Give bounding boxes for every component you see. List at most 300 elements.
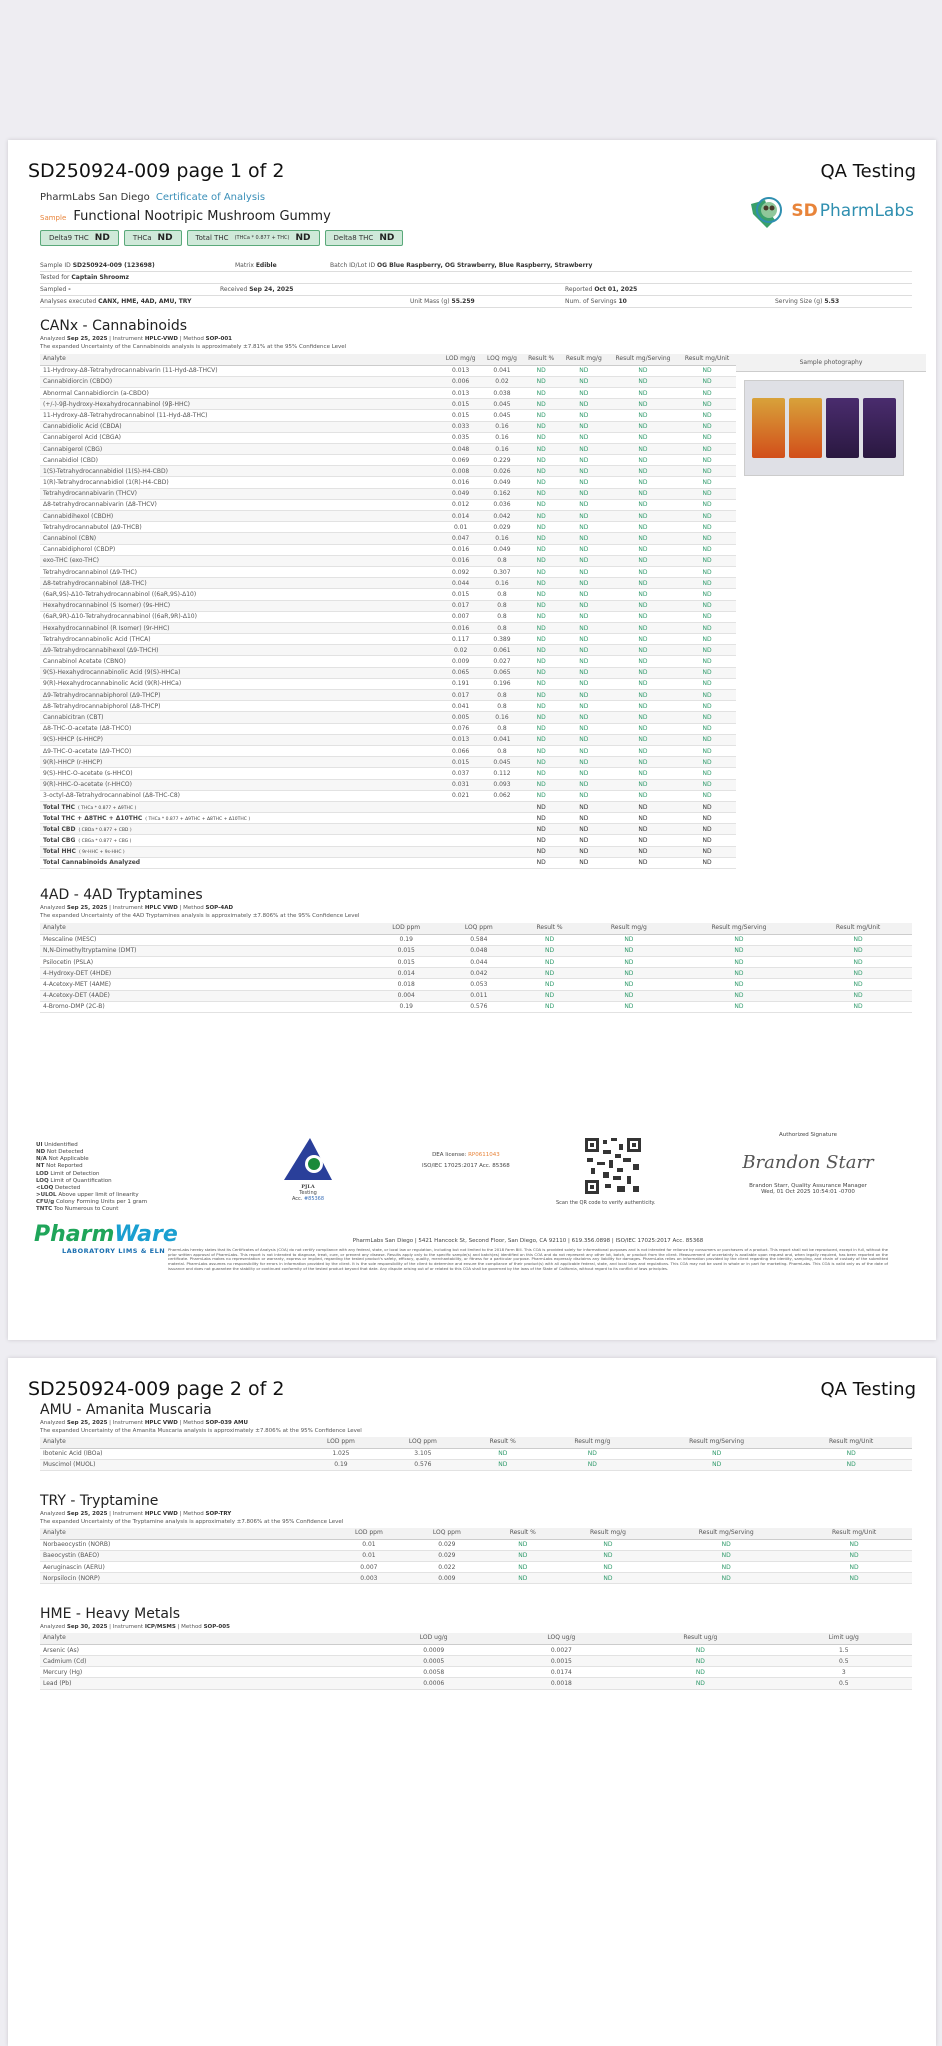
cell-value: 0.066 <box>440 745 481 756</box>
pjla-acc-number[interactable]: #85368 <box>303 1196 325 1202</box>
cell-value: 0.576 <box>382 1459 464 1470</box>
cell-value: ND <box>625 1678 775 1689</box>
cell-value: ND <box>560 611 608 622</box>
analyte-name: Cannabidiorcin (CBDO) <box>40 376 440 387</box>
col-loq: LOQ ug/g <box>497 1633 625 1644</box>
cell-value: ND <box>608 544 678 555</box>
logo-text-sd: SD <box>791 201 818 221</box>
cell-value: ND <box>608 600 678 611</box>
cell-value: ND <box>804 1001 912 1012</box>
table-row <box>40 522 736 533</box>
cell-value: ND <box>560 376 608 387</box>
total-label <box>40 835 523 846</box>
cell-value: ND <box>678 600 736 611</box>
analyte-name: Δ8-tetrahydrocannabivarin (Δ8-THCV) <box>40 499 440 510</box>
cell-value: ND <box>523 410 560 421</box>
cell-value: 0.016 <box>440 622 481 633</box>
cell-value: ND <box>560 555 608 566</box>
cell-value: 0.16 <box>481 533 522 544</box>
cell-value: ND <box>523 857 560 868</box>
cell-value: ND <box>674 945 804 956</box>
col-analyte: Analyte <box>40 1528 330 1539</box>
table-row <box>40 410 736 421</box>
cell-value: 0.162 <box>481 488 522 499</box>
cell-value: ND <box>560 522 608 533</box>
total-name: Total HHC <box>43 848 76 856</box>
cell-value: ND <box>560 779 608 790</box>
cell-value: 0.013 <box>440 387 481 398</box>
sample-photography <box>736 354 926 476</box>
cell-value: ND <box>674 979 804 990</box>
cell-value: 0.389 <box>481 634 522 645</box>
cell-value: 0.0174 <box>497 1667 625 1678</box>
cell-value: ND <box>608 376 678 387</box>
cell-value: ND <box>523 600 560 611</box>
col-result-unit: Result mg/Unit <box>678 354 736 365</box>
cell-value: ND <box>796 1561 912 1572</box>
analyte-name: Tetrahydrocannabutol (Δ9-THCB) <box>40 522 440 533</box>
legend-meaning: Not Reported <box>46 1163 83 1170</box>
analyte-name: Δ8-tetrahydrocannabinol (Δ8-THC) <box>40 578 440 589</box>
legend-item <box>36 1192 147 1199</box>
cell-value: ND <box>678 634 736 645</box>
cell-value: 0.012 <box>440 499 481 510</box>
cell-value: ND <box>625 1667 775 1678</box>
unit-mass-label: Unit Mass (g) <box>410 298 450 305</box>
cell-value: ND <box>608 790 678 801</box>
cell-value: ND <box>523 678 560 689</box>
cell-value: ND <box>560 801 608 812</box>
cell-value: 0.044 <box>442 957 515 968</box>
cell-value: 0.048 <box>442 945 515 956</box>
table-row <box>40 656 736 667</box>
cell-value: 0.031 <box>440 779 481 790</box>
cell-value: ND <box>608 533 678 544</box>
legend-meaning: Above upper limit of linearity <box>58 1191 139 1198</box>
cell-value: ND <box>523 555 560 566</box>
legend-meaning: Too Numerous to Count <box>53 1206 119 1213</box>
table-row <box>40 1539 912 1550</box>
signer-name: Brandon Starr, Quality Assurance Manager <box>749 1183 867 1189</box>
legend-meaning: Colony Forming Units per 1 gram <box>55 1199 148 1206</box>
total-name: Total Cannabinoids Analyzed <box>43 859 141 867</box>
pharmware-subtitle: LABORATORY LIMS & ELN <box>62 1247 166 1255</box>
amanita-table <box>40 1437 912 1471</box>
cell-value: 0.004 <box>370 990 442 1001</box>
cell-value: 0.0058 <box>370 1667 497 1678</box>
cell-value: ND <box>608 690 678 701</box>
col-lod: LOD ppm <box>300 1437 382 1448</box>
cell-value: 0.01 <box>330 1539 408 1550</box>
table-row <box>40 757 736 768</box>
dea-label: DEA license: <box>432 1152 467 1158</box>
analyte-name: Cannabigerol (CBG) <box>40 443 440 454</box>
cell-value: 0.026 <box>481 466 522 477</box>
cell-value: ND <box>608 801 678 812</box>
cell-value: ND <box>674 968 804 979</box>
tryptamine-uncertainty: The expanded Uncertainty of the Tryptamine analysis is approximately ±7.806% at the 95% Confidence Level <box>40 1518 344 1525</box>
analyte-name: Cadmium (Cd) <box>40 1656 370 1667</box>
cell-value: 0.112 <box>481 768 522 779</box>
cell-value: 0.0027 <box>497 1644 625 1655</box>
cell-value: ND <box>523 466 560 477</box>
cell-value: ND <box>560 488 608 499</box>
cell-value: ND <box>560 690 608 701</box>
cell-value: ND <box>523 734 560 745</box>
cell-value: 0.8 <box>481 589 522 600</box>
product-bag-image <box>789 398 822 458</box>
method-label: Method <box>183 1420 204 1426</box>
legend-meaning: Detected <box>55 1184 81 1191</box>
tryptamines-4ad-table <box>40 923 912 1013</box>
analyte-name: Cannabidiolic Acid (CBDA) <box>40 421 440 432</box>
analyte-name: 11-Hydroxy-Δ8-Tetrahydrocannabivarin (11-Hyd-Δ8-THCV) <box>40 365 440 376</box>
instrument-label: Instrument <box>112 1510 144 1517</box>
cell-value: ND <box>523 656 560 667</box>
page-title: SD250924-009 page 2 of 2 <box>28 1378 285 1400</box>
cell-value: ND <box>560 835 608 846</box>
cell-value: 0.19 <box>300 1459 382 1470</box>
analyte-name: Δ8-THC-O-acetate (Δ8-THCO) <box>40 723 440 734</box>
cell-value: 0.229 <box>481 455 522 466</box>
cell-value: ND <box>523 622 560 633</box>
table-row <box>40 589 736 600</box>
meta-row-2 <box>40 272 912 284</box>
tryptamines-4ad-section-title: 4AD - 4AD Tryptamines <box>40 887 203 904</box>
table-row <box>40 376 736 387</box>
instrument: HPLC VWD <box>144 1420 178 1426</box>
cell-value: ND <box>608 667 678 678</box>
table-row <box>40 634 736 645</box>
table-row <box>40 712 736 723</box>
col-result-mgg: Result mg/g <box>560 1528 656 1539</box>
cell-value: ND <box>560 410 608 421</box>
cell-value: 0.041 <box>481 734 522 745</box>
cell-value: ND <box>523 690 560 701</box>
num-servings: 10 <box>618 298 627 305</box>
cell-value: ND <box>678 589 736 600</box>
cell-value: 0.584 <box>442 934 515 945</box>
cell-value: ND <box>464 1448 542 1459</box>
cell-value: 0.076 <box>440 723 481 734</box>
instrument: HPLC-VWD <box>144 336 178 342</box>
cell-value: ND <box>560 857 608 868</box>
cell-value: ND <box>804 945 912 956</box>
instrument-label: Instrument <box>112 905 144 912</box>
qr-code-icon <box>583 1136 643 1196</box>
cell-value: ND <box>523 421 560 432</box>
total-formula: ( THCa * 0.877 + Δ9THC ) <box>78 805 137 811</box>
cell-value: ND <box>560 455 608 466</box>
cell-value: 0.02 <box>440 645 481 656</box>
cell-value: 0.009 <box>408 1573 486 1584</box>
cell-value: ND <box>608 578 678 589</box>
serving-size-label: Serving Size (g) <box>775 298 823 305</box>
cell-value: 0.8 <box>481 723 522 734</box>
meta-row-1 <box>40 260 912 272</box>
cell-value: 0.8 <box>481 745 522 756</box>
tested-for-label: Tested for <box>40 274 70 281</box>
table-row <box>40 421 736 432</box>
table-row <box>40 611 736 622</box>
cell-value: ND <box>560 499 608 510</box>
method: SOP-001 <box>205 336 232 342</box>
dea-number[interactable]: RP0611043 <box>468 1152 500 1158</box>
table-row <box>40 1644 912 1655</box>
cell-value: 0.16 <box>481 578 522 589</box>
total-row <box>40 835 736 846</box>
analyte-name: 4-Acetoxy-MET (4AME) <box>40 979 370 990</box>
cell-value: ND <box>608 656 678 667</box>
badge-thca <box>124 230 182 246</box>
cell-value: ND <box>560 466 608 477</box>
cell-value: ND <box>523 768 560 779</box>
signature-label: Authorized Signature <box>778 1132 838 1138</box>
cell-value: ND <box>678 824 736 835</box>
cell-value: ND <box>678 544 736 555</box>
cell-value: ND <box>790 1448 912 1459</box>
cell-value: ND <box>523 477 560 488</box>
analyte-name: 1(S)-Tetrahydrocannabidiol (1(S)-H4-CBD) <box>40 466 440 477</box>
legend-meaning: Unidentified <box>44 1142 78 1148</box>
cell-value: ND <box>678 678 736 689</box>
col-loq: LOQ ppm <box>382 1437 464 1448</box>
cell-value: ND <box>608 634 678 645</box>
badge-label: Delta8 THC <box>333 234 374 242</box>
col-result-mgg: Result mg/g <box>542 1437 643 1448</box>
analyte-name: Mescaline (MESC) <box>40 934 370 945</box>
badge-delta8-thc <box>325 230 404 246</box>
cell-value: 0.049 <box>440 488 481 499</box>
heavy-metals-table <box>40 1633 912 1689</box>
pharmlabs-globe-icon <box>747 190 789 232</box>
authorized-signature <box>708 1132 908 1195</box>
cell-value: ND <box>674 990 804 1001</box>
analyte-name: Hexahydrocannabinol (S Isomer) (9s-HHC) <box>40 600 440 611</box>
cell-value: ND <box>523 443 560 454</box>
cell-value: ND <box>608 622 678 633</box>
cell-value: ND <box>584 957 674 968</box>
cell-value: ND <box>608 421 678 432</box>
cell-value: 0.576 <box>442 1001 515 1012</box>
table-row <box>40 667 736 678</box>
analyte-name: Psilocetin (PSLA) <box>40 957 370 968</box>
cell-value: ND <box>560 566 608 577</box>
cell-value: 3 <box>776 1667 913 1678</box>
cell-value: ND <box>678 701 736 712</box>
badge-value: ND <box>94 233 110 243</box>
method: SOP-4AD <box>205 905 234 912</box>
cell-value: 0.009 <box>440 656 481 667</box>
table-row <box>40 1573 912 1584</box>
table-row <box>40 1656 912 1667</box>
cell-value: 0.042 <box>442 968 515 979</box>
cell-value: ND <box>608 835 678 846</box>
page-header <box>8 140 936 182</box>
qr-code[interactable] <box>583 1136 643 1196</box>
cell-value: ND <box>560 701 608 712</box>
cell-value: ND <box>608 757 678 768</box>
cell-value: 0.015 <box>440 410 481 421</box>
cell-value: ND <box>608 566 678 577</box>
col-lod: LOD mg/g <box>440 354 481 365</box>
cell-value: ND <box>678 857 736 868</box>
cell-value: ND <box>523 387 560 398</box>
cell-value: ND <box>678 511 736 522</box>
cell-value: 0.006 <box>440 376 481 387</box>
total-row <box>40 857 736 868</box>
total-formula: ( CBDa * 0.877 + CBD ) <box>78 827 132 833</box>
total-label <box>40 846 523 857</box>
cell-value: 0.117 <box>440 634 481 645</box>
total-row <box>40 813 736 824</box>
analyte-name: Norbaeocystin (NORB) <box>40 1539 330 1550</box>
table-header-row <box>40 923 912 934</box>
sdpharmlabs-logo <box>747 190 914 232</box>
col-result-mgg: Result mg/g <box>560 354 608 365</box>
cell-value: ND <box>804 957 912 968</box>
table-header-row <box>40 354 736 365</box>
iso-accreditation: ISO/IEC 17025:2017 Acc. 85368 <box>422 1163 510 1169</box>
coa-footer <box>8 1130 936 1330</box>
analyte-name: 9(R)-HHCP (r-HHCP) <box>40 757 440 768</box>
lab-name: PharmLabs San Diego <box>40 192 150 203</box>
total-formula: ( THCa * 0.877 + Δ9THC + Δ8THC + Δ10THC ) <box>145 816 251 822</box>
analyzed-label: Analyzed <box>40 905 66 912</box>
table-row <box>40 1550 912 1561</box>
sample-id: SD250924-009 (123698) <box>72 262 155 269</box>
cell-value: ND <box>523 376 560 387</box>
cell-value: 0.014 <box>440 511 481 522</box>
method-label: Method <box>183 905 204 912</box>
batch-label: Batch ID/Lot ID <box>330 262 376 269</box>
legend-abbr: CFU/g <box>36 1199 55 1206</box>
table-row <box>40 455 736 466</box>
cell-value: ND <box>560 589 608 600</box>
analyte-name: Δ9-Tetrahydrocannabihexol (Δ9-THCH) <box>40 645 440 656</box>
cell-value: 0.015 <box>370 945 442 956</box>
analyte-name: 1(R)-Tetrahydrocannabidiol (1(R)-H4-CBD) <box>40 477 440 488</box>
cell-value: ND <box>486 1550 560 1561</box>
cell-value: 0.045 <box>481 399 522 410</box>
analyte-name: Δ9-Tetrahydrocannabiphorol (Δ9-THCP) <box>40 690 440 701</box>
cell-value: ND <box>804 934 912 945</box>
cell-value: 0.036 <box>481 499 522 510</box>
cell-value: 0.015 <box>440 589 481 600</box>
cell-value: ND <box>674 957 804 968</box>
legend-abbr: TNTC <box>36 1206 53 1213</box>
cell-value: ND <box>678 768 736 779</box>
cell-value: ND <box>523 813 560 824</box>
method: SOP-TRY <box>205 1510 232 1517</box>
cell-value: 0.8 <box>481 600 522 611</box>
cell-value: ND <box>678 421 736 432</box>
cell-value: ND <box>560 432 608 443</box>
table-row <box>40 1667 912 1678</box>
analyzed-label: Analyzed <box>40 336 66 342</box>
cell-value: 0.015 <box>440 757 481 768</box>
analyte-name: Cannabicitran (CBT) <box>40 712 440 723</box>
cell-value: 1.025 <box>300 1448 382 1459</box>
table-row <box>40 622 736 633</box>
cell-value: ND <box>560 734 608 745</box>
cell-value: ND <box>523 745 560 756</box>
cell-value: ND <box>523 790 560 801</box>
cell-value: ND <box>464 1459 542 1470</box>
photo-header: Sample photography <box>736 354 926 372</box>
analyte-name: 9(S)-HHC-O-acetate (s-HHCO) <box>40 768 440 779</box>
cell-value: ND <box>523 723 560 734</box>
cell-value: ND <box>678 410 736 421</box>
coa-page-1 <box>8 140 936 1340</box>
col-result-serving: Result mg/Serving <box>674 923 804 934</box>
cell-value: ND <box>608 712 678 723</box>
cell-value: ND <box>515 979 584 990</box>
analyte-name: exo-THC (exo-THC) <box>40 555 440 566</box>
total-name: Total CBD <box>43 825 76 833</box>
cell-value: ND <box>678 846 736 857</box>
cell-value: ND <box>560 712 608 723</box>
cell-value: ND <box>796 1539 912 1550</box>
4ad-analysis-info: Analyzed Sep 25, 2025 | Instrument HPLC VWD | Method SOP-4AD <box>40 905 234 912</box>
cell-value: ND <box>674 934 804 945</box>
metals-analysis-info: Analyzed Sep 30, 2025 | Instrument ICP/MSMS | Method SOP-005 <box>40 1624 230 1631</box>
total-row <box>40 824 736 835</box>
cell-value: ND <box>523 566 560 577</box>
cell-value: 0.041 <box>440 701 481 712</box>
summary-badges <box>40 230 936 246</box>
analyte-name: 9(R)-HHC-O-acetate (r-HHCO) <box>40 779 440 790</box>
cell-value: 0.017 <box>440 600 481 611</box>
cell-value: ND <box>643 1448 790 1459</box>
legend-abbr: LOD <box>36 1170 49 1177</box>
cell-value: 0.5 <box>776 1678 913 1689</box>
analyte-name: (+/-)-9β-hydroxy-Hexahydrocannabinol (9β-HHC) <box>40 399 440 410</box>
analyte-name: Cannabidihexol (CBDH) <box>40 511 440 522</box>
cell-value: ND <box>515 1001 584 1012</box>
cell-value: ND <box>560 813 608 824</box>
tryptamine-table <box>40 1528 912 1584</box>
cell-value: ND <box>608 745 678 756</box>
cell-value: ND <box>678 790 736 801</box>
instrument-label: Instrument <box>112 1420 144 1426</box>
analyzed-date: Sep 25, 2025 <box>66 1420 108 1426</box>
cell-value: 0.0009 <box>370 1644 497 1655</box>
cell-value: ND <box>560 634 608 645</box>
table-row <box>40 957 912 968</box>
cell-value: ND <box>542 1448 643 1459</box>
cell-value: ND <box>560 745 608 756</box>
cell-value: ND <box>678 611 736 622</box>
cell-value: ND <box>608 399 678 410</box>
badge-label: Delta9 THC <box>49 234 89 242</box>
cell-value: ND <box>608 387 678 398</box>
analyses-executed: CANX, HME, 4AD, AMU, TRY <box>98 298 192 305</box>
cell-value: ND <box>560 768 608 779</box>
col-result-serving: Result mg/Serving <box>656 1528 796 1539</box>
col-result-unit: Result mg/Unit <box>790 1437 912 1448</box>
cell-value: ND <box>523 522 560 533</box>
analyte-name: Muscimol (MUOL) <box>40 1459 300 1470</box>
cell-value: 0.16 <box>481 712 522 723</box>
badge-label: Total THC <box>195 234 229 242</box>
cell-value: ND <box>796 1550 912 1561</box>
col-analyte: Analyte <box>40 354 440 365</box>
col-lod: LOD ug/g <box>370 1633 497 1644</box>
cell-value: ND <box>678 566 736 577</box>
cell-value: ND <box>790 1459 912 1470</box>
analyte-name: Abnormal Cannabidiorcin (a-CBDO) <box>40 387 440 398</box>
